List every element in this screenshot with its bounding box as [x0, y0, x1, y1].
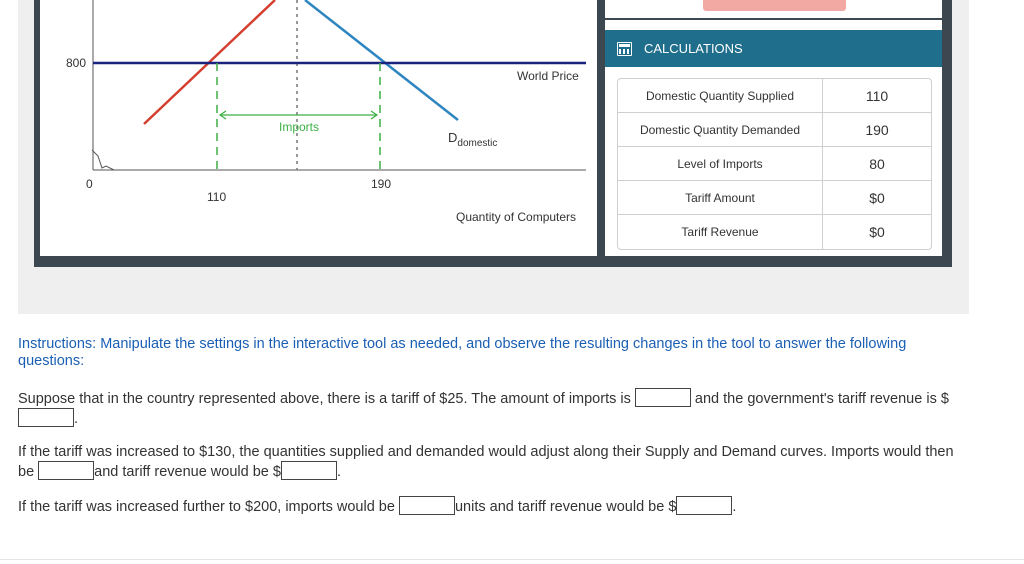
q2-text-part1: If the tariff was increased to $130, the quantities supplied and demanded would adjust along their Supply and Demand curves. Imports would then be — [18, 444, 954, 480]
demand-curve — [305, 0, 458, 120]
question-1 — [18, 388, 958, 428]
row-value: $0 — [823, 181, 931, 215]
table-row — [618, 181, 931, 215]
row-label: Domestic Quantity Supplied — [618, 79, 823, 113]
x-tick-190: 190 — [371, 177, 392, 191]
demand-label-sub: domestic — [457, 138, 498, 149]
calculations-title: CALCULATIONS — [644, 41, 743, 56]
axis-break-icon — [92, 150, 114, 170]
divider — [0, 559, 1024, 560]
imports-answer-input-2[interactable] — [38, 461, 94, 480]
question-3 — [18, 496, 958, 516]
row-value: 190 — [823, 113, 931, 147]
imports-answer-input-1[interactable] — [635, 388, 691, 407]
demand-label-main: D — [448, 130, 458, 145]
x-axis-label: Quantity of Computers — [456, 210, 577, 224]
q3-text-part1: If the tariff was increased further to $200, imports would be — [18, 499, 395, 515]
row-label: Tariff Amount — [618, 181, 823, 215]
row-value: 110 — [823, 79, 931, 113]
tariff-revenue-answer-input-3[interactable] — [676, 496, 732, 515]
row-label: Level of Imports — [618, 147, 823, 181]
table-row — [618, 113, 931, 147]
q1-text-part2: and the government's tariff revenue is $ — [694, 391, 949, 407]
calculations-table — [617, 78, 932, 250]
table-row — [618, 147, 931, 181]
table-row — [618, 215, 931, 249]
q2-text-part2: and tariff revenue would be $ — [94, 464, 281, 480]
x-tick-110: 110 — [207, 190, 227, 204]
tariff-revenue-answer-input-1[interactable] — [18, 408, 74, 427]
market-graph — [40, 0, 597, 256]
row-label: Domestic Quantity Demanded — [618, 113, 823, 147]
calculator-icon — [617, 42, 632, 56]
table-row — [618, 79, 931, 113]
q1-text-part1: Suppose that in the country represented above, there is a tariff of $25. The amount of imports is — [18, 391, 631, 407]
tariff-revenue-answer-input-2[interactable] — [281, 461, 337, 480]
world-price-label: World Price — [517, 69, 579, 83]
demand-label — [448, 130, 497, 149]
calculations-header — [605, 30, 942, 67]
row-label: Tariff Revenue — [618, 215, 823, 249]
y-tick-0: 0 — [86, 177, 93, 191]
q1-end: . — [74, 411, 79, 427]
imports-label: Imports — [279, 120, 320, 134]
q2-end: . — [336, 464, 341, 480]
q3-end: . — [732, 499, 737, 515]
new-domestic-equilibrium-button[interactable] — [703, 0, 846, 11]
y-tick-800: 800 — [66, 56, 87, 70]
instructions-text: Instructions: Manipulate the settings in the interactive tool as needed, and observe the resulting changes in the tool to answer the following questions: — [18, 336, 907, 369]
row-value: 80 — [823, 147, 931, 181]
imports-answer-input-3[interactable] — [399, 496, 455, 515]
row-value: $0 — [869, 224, 885, 240]
q3-text-part2: units and tariff revenue would be $ — [454, 499, 677, 515]
question-2 — [18, 443, 958, 481]
